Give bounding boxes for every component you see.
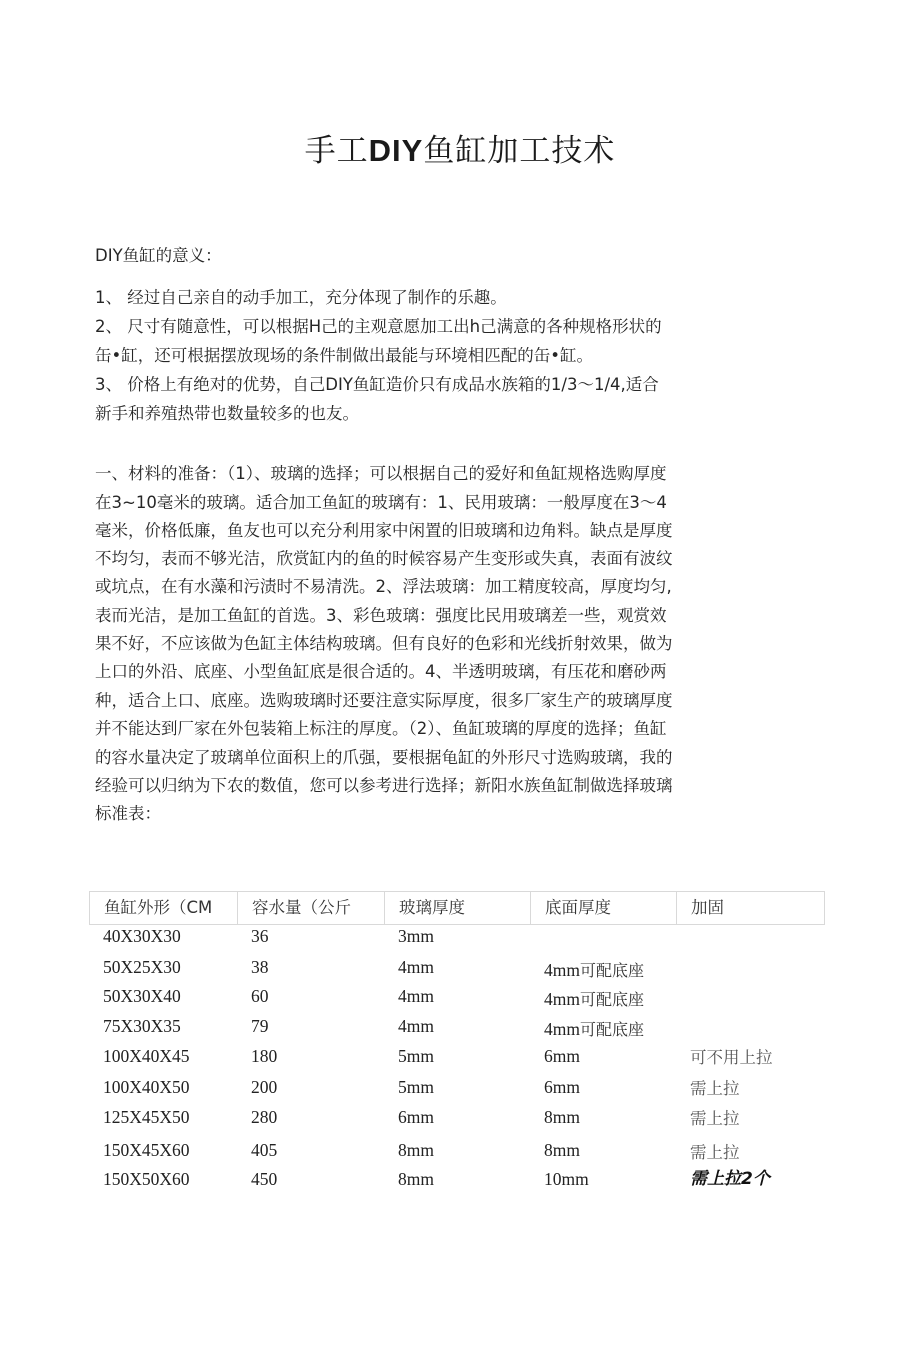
cell-bottom xyxy=(530,924,676,948)
materials-line: 表而光洁，是加工鱼缸的首选。3、彩色玻璃：强度比民用玻璃差一些，观赏效 xyxy=(95,606,667,625)
cell-size: 40X30X30 xyxy=(103,926,181,946)
cell-glass: 4mm xyxy=(398,957,434,977)
cell-reinforce: 可不用上拉 xyxy=(690,1048,773,1067)
bottom-value: 4mm xyxy=(544,1019,580,1039)
bottom-value: 4mm xyxy=(544,960,580,980)
cell-capacity: 180 xyxy=(251,1046,278,1066)
title-bold: DIY xyxy=(368,132,424,168)
title-suffix: 鱼缸加工技术 xyxy=(423,132,616,169)
cell-reinforce xyxy=(676,984,823,1008)
materials-line: 种，适合上口、底座。选购玻璃时还要注意实际厚度，很多厂家生产的玻璃厚度 xyxy=(95,691,673,710)
cell-capacity: 60 xyxy=(251,986,269,1006)
materials-line: 上口的外沿、底座、小型鱼缸底是很合适的。4、半透明玻璃，有压花和磨砂两 xyxy=(95,662,667,681)
cell-size: 150X45X60 xyxy=(103,1140,190,1160)
cell-bottom xyxy=(530,1075,676,1099)
cell-size: 100X40X50 xyxy=(103,1077,190,1097)
bottom-note: 可配底座 xyxy=(579,990,644,1009)
table-row xyxy=(89,1105,823,1129)
meaning-line: 新手和养殖热带也数量较多的也友。 xyxy=(95,404,359,423)
table-row xyxy=(89,924,823,948)
cell-glass: 4mm xyxy=(398,986,434,1006)
table-header-row xyxy=(89,891,825,925)
cell-capacity: 79 xyxy=(251,1016,269,1036)
cell-capacity: 36 xyxy=(251,926,269,946)
materials-line: 或坑点，在有水藻和污渍时不易清洗。2、浮法玻璃：加工精度较高，厚度均匀, xyxy=(95,577,672,596)
header-bottom: 底面厚度 xyxy=(531,892,677,924)
materials-line: 在3~10毫米的玻璃。适合加工鱼缸的玻璃有：1、民用玻璃：一般厚度在3～4 xyxy=(95,493,667,512)
meaning-line: 1、 经过自己亲自的动手加工，充分体现了制作的乐趣。 xyxy=(95,288,507,307)
cell-bottom xyxy=(530,1105,676,1129)
table-row xyxy=(89,984,823,1008)
cell-bottom xyxy=(530,1167,676,1191)
table-row xyxy=(89,1014,823,1038)
cell-glass: 6mm xyxy=(398,1107,434,1127)
cell-capacity: 405 xyxy=(251,1140,278,1160)
bottom-value: 8mm xyxy=(544,1140,580,1160)
bottom-value: 6mm xyxy=(544,1046,580,1066)
materials-line: 不均匀，表而不够光洁，欣赏缸内的鱼的时候容易产生变形或失真，表面有波纹 xyxy=(95,549,673,568)
cell-size: 50X25X30 xyxy=(103,957,181,977)
materials-line: 果不好，不应该做为色缸主体结构玻璃。但有良好的色彩和光线折射效果，做为 xyxy=(95,634,673,653)
cell-capacity: 280 xyxy=(251,1107,278,1127)
cell-bottom xyxy=(530,984,676,1008)
cell-size: 75X30X35 xyxy=(103,1016,181,1036)
cell-reinforce: 需上拉 xyxy=(690,1143,740,1162)
cell-glass: 8mm xyxy=(398,1140,434,1160)
cell-glass: 4mm xyxy=(398,1016,434,1036)
bottom-value: 4mm xyxy=(544,989,580,1009)
meaning-line: 3、 价格上有绝对的优势，自己DIY鱼缸造价只有成品水族箱的1/3～1/4,适合 xyxy=(95,375,659,394)
cell-capacity: 200 xyxy=(251,1077,278,1097)
cell-reinforce: 需上拉 xyxy=(690,1079,740,1098)
header-glass: 玻璃厚度 xyxy=(385,892,531,924)
materials-line: 标准表： xyxy=(95,804,161,823)
cell-size: 125X45X50 xyxy=(103,1107,190,1127)
cell-capacity: 38 xyxy=(251,957,269,977)
table-row xyxy=(89,1138,823,1162)
bottom-value: 6mm xyxy=(544,1077,580,1097)
document-title xyxy=(0,125,920,170)
cell-bottom xyxy=(530,1138,676,1162)
table-row xyxy=(89,1075,823,1099)
cell-reinforce: 需上拉 xyxy=(690,1109,740,1128)
cell-glass: 5mm xyxy=(398,1046,434,1066)
table-row xyxy=(89,1044,823,1068)
cell-reinforce xyxy=(676,924,823,948)
cell-bottom xyxy=(530,955,676,979)
meaning-line: 2、 尺寸有随意性，可以根据H己的主观意愿加工出h己满意的各种规格形状的 xyxy=(95,317,662,336)
cell-glass: 8mm xyxy=(398,1169,434,1189)
cell-bottom xyxy=(530,1044,676,1068)
cell-size: 100X40X45 xyxy=(103,1046,190,1066)
cell-glass: 3mm xyxy=(398,926,434,946)
bottom-note: 可配底座 xyxy=(579,961,644,980)
bottom-value: 8mm xyxy=(544,1107,580,1127)
table-row xyxy=(89,955,823,979)
header-reinforce: 加固 xyxy=(691,898,724,917)
cell-reinforce xyxy=(676,955,823,979)
materials-line: 毫米，价格低廉，鱼友也可以充分利用家中闲置的旧玻璃和边角料。缺点是厚度 xyxy=(95,521,673,540)
bottom-note: 可配底座 xyxy=(579,1020,644,1039)
header-size: 鱼缸外形（CM xyxy=(90,892,238,924)
title-prefix: 手工 xyxy=(304,132,369,169)
cell-capacity: 450 xyxy=(251,1169,278,1189)
cell-bottom xyxy=(530,1014,676,1038)
table-row xyxy=(89,1167,823,1191)
bottom-value: 10mm xyxy=(544,1169,589,1189)
cell-reinforce xyxy=(676,1014,823,1038)
materials-line: 并不能达到厂家在外包装箱上标注的厚度。（2）、鱼缸玻璃的厚度的选择；鱼缸 xyxy=(95,719,667,738)
cell-reinforce: 需上拉2个 xyxy=(690,1169,770,1189)
header-capacity: 容水量（公斤 xyxy=(238,892,385,924)
cell-size: 50X30X40 xyxy=(103,986,181,1006)
cell-size: 150X50X60 xyxy=(103,1169,190,1189)
materials-line: 的容水量决定了玻璃单位面积上的爪强，要根据龟缸的外形尺寸选购玻璃，我的 xyxy=(95,748,673,767)
materials-line: 一、材料的准备：（1）、玻璃的选择；可以根据自己的爱好和鱼缸规格选购厚度 xyxy=(95,464,667,483)
cell-glass: 5mm xyxy=(398,1077,434,1097)
materials-line: 经验可以归纳为下农的数值，您可以参考进行选择；新阳水族鱼缸制做选择玻璃 xyxy=(95,776,673,795)
section-heading: DIY鱼缸的意义： xyxy=(95,246,222,265)
meaning-line: 缶•缸，还可根据摆放现场的条件制做出最能与环境相匹配的缶•缸。 xyxy=(95,346,593,365)
